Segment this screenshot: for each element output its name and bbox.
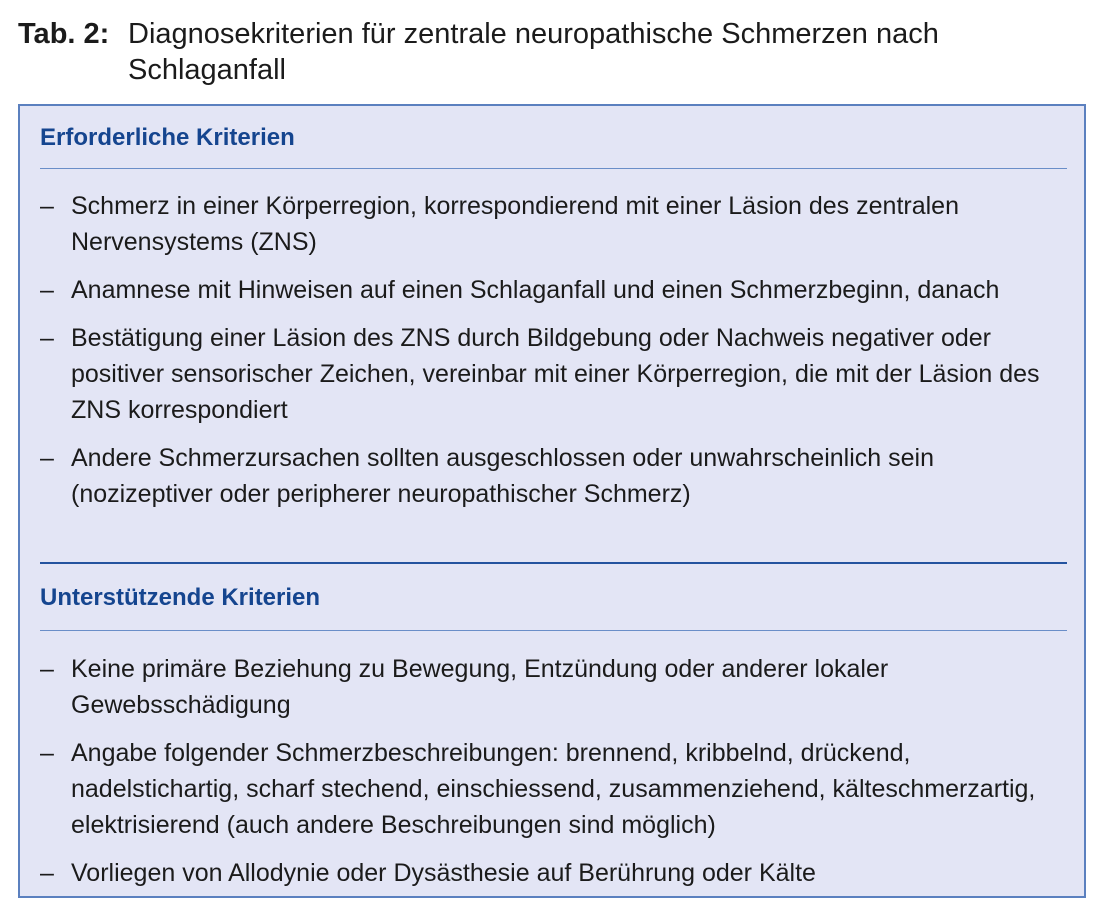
list-item bbox=[40, 735, 1070, 843]
dash-bullet: – bbox=[40, 276, 54, 304]
list-item bbox=[40, 440, 1070, 512]
caption-title: Diagnosekriterien für zentrale neuropathische Schmerzen nach Schlaganfall bbox=[128, 18, 939, 86]
dash-bullet: – bbox=[40, 192, 54, 220]
list-item bbox=[40, 855, 1070, 891]
supporting-criteria-list bbox=[40, 651, 1070, 903]
section-heading-supporting: Unterstützende Kriterien bbox=[40, 584, 321, 611]
dash-bullet: – bbox=[40, 444, 54, 472]
item-text: Angabe folgender Schmerzbeschreibungen: brennend, kribbelnd, drückend, nadelstichartig, scharf stechend, einschiessend, zusammenziehend, kälteschmerzartig, elektrisierend (auch andere Beschreibungen sind möglich) bbox=[71, 739, 1036, 839]
section-separator bbox=[40, 562, 1067, 564]
required-criteria-list bbox=[40, 188, 1070, 524]
list-item bbox=[40, 188, 1070, 260]
section-heading-required: Erforderliche Kriterien bbox=[40, 124, 295, 151]
dash-bullet: – bbox=[40, 859, 54, 887]
item-text: Vorliegen von Allodynie oder Dysästhesie auf Berührung oder Kälte bbox=[71, 859, 816, 887]
item-text: Andere Schmerzursachen sollten ausgeschlossen oder unwahrscheinlich sein (nozizeptiver oder peripherer neuropathischer Schmerz) bbox=[71, 444, 934, 508]
item-text: Anamnese mit Hinweisen auf einen Schlaganfall und einen Schmerzbeginn, danach bbox=[71, 276, 1000, 304]
item-text: Bestätigung einer Läsion des ZNS durch Bildgebung oder Nachweis negativer oder positiver sensorischer Zeichen, vereinbar mit einer Körperregion, die mit der Läsion des ZNS korrespondiert bbox=[71, 324, 1040, 424]
section-divider bbox=[40, 168, 1067, 169]
list-item bbox=[40, 272, 1070, 308]
list-item bbox=[40, 320, 1070, 428]
dash-bullet: – bbox=[40, 324, 54, 352]
section-divider bbox=[40, 630, 1067, 631]
list-item bbox=[40, 651, 1070, 723]
dash-bullet: – bbox=[40, 739, 54, 767]
criteria-table bbox=[18, 104, 1086, 898]
dash-bullet: – bbox=[40, 655, 54, 683]
item-text: Schmerz in einer Körperregion, korrespondierend mit einer Läsion des zentralen Nervensystems (ZNS) bbox=[71, 192, 959, 256]
table-caption bbox=[18, 16, 1078, 88]
item-text: Keine primäre Beziehung zu Bewegung, Entzündung oder anderer lokaler Gewebsschädigung bbox=[71, 655, 889, 719]
caption-label: Tab. 2: bbox=[18, 18, 110, 50]
